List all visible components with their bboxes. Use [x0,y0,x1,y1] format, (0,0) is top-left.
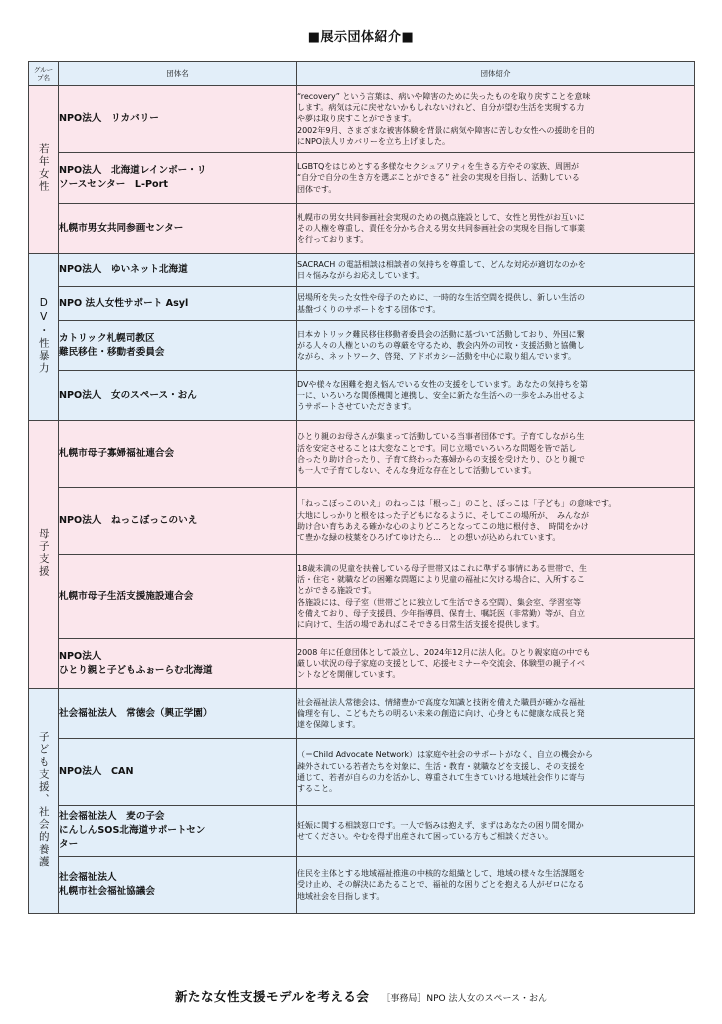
organization-name-cell [59,739,297,806]
organization-description-line: にNPO法人リカバリーを立ち上げました。 [297,136,451,146]
organization-name-line: 難民移住・移動者委員会 [59,346,165,358]
organization-name-line: 社会福祉法人 常徳会（興正学園） [59,707,213,719]
organization-name-line: NPO法人 ゆいネット北海道 [59,264,188,275]
organization-description-line: 札幌市の男女共同参画社会実現のための拠点施設として、女性と男性がお互いに [297,212,585,222]
organization-name-cell [59,371,297,421]
group-label: 母子支援 [37,528,50,578]
organization-description-line: 通じて、若者が自らの力を活かし、尊重されて生きていける地域社会作りに寄与 [297,773,585,782]
group-label: 子ども支援、社会的養護 [37,730,50,869]
organization-description-line: 居場所を失った女性や母子のために、一時的な生活空間を提供し、新しい生活の [297,293,585,303]
organization-description-line: を行っております。 [297,235,369,245]
organization-name-line: ひとり親と子どもふぉーらむ北海道 [59,664,213,676]
organization-description-line: 住民を主体とする地域福祉推進の中核的な組織として、地域の様々な生活課題を [297,869,585,879]
table-row [29,555,695,639]
organization-description-line: 助け合い育ちあえる確かな心のよりどころとなってこの地に根付き、 時間をかけ [297,522,589,531]
organization-description-line: も一人で子育てしない、そんな身近な存在として活動しています。 [297,466,537,476]
organization-description-line: 活・住宅・就職などの困難な問題により児童の福祉に欠ける場合に、入所するこ [297,574,585,584]
organization-name-line: 社会福祉法人 麦の子会 [59,811,165,822]
organization-description-line: 社会福祉法人常徳会は、情緒豊かで高度な知識と技術を備えた職員が確かな福祉 [297,697,585,707]
organization-name-cell [59,153,297,204]
group-label-cell [29,86,59,254]
organization-description-cell [297,204,695,254]
organization-name-line: NPO法人 女のスペース・おん [59,389,197,401]
name-column-header: 団体名 [59,62,297,86]
table-row [29,321,695,371]
table-header-row [29,62,695,86]
organization-description-line: します。病気は元に戻せないかもしれないけれど、自分が望む生活を実現する力 [297,103,585,113]
organization-description-line: 18歳未満の児童を扶養している母子世帯又はこれに準ずる事情にある世帯で、生 [297,563,588,573]
organization-description-line: ひとり親のお母さんが集まって活動している当事者団体です。子育てしながら生 [297,432,585,442]
organization-name-cell [59,86,297,153]
organization-name-cell [59,857,297,914]
organization-description-line: 活を安定させることは大変なことです。同じ立場でいろいろな問題を皆で話し [297,443,577,453]
organization-description-cell [297,639,695,689]
table-row [29,287,695,321]
organization-name-line: 札幌市社会福祉協議会 [59,886,155,897]
organization-description-cell [297,421,695,488]
organization-description-line: 大地にしっかりと根をはった子どもになるように、そしてこの場所が、 みんなが [297,510,589,520]
organization-description-line: 倫理を有し、こどもたちの明るい未来の創造に向け、心身ともに健康な成長と発 [297,708,585,718]
footer [0,986,722,1005]
organization-description-line: “recovery” という言葉は、病いや障害のために失ったものを取り戻すことを意味 [297,91,591,101]
table-row [29,204,695,254]
table-row [29,153,695,204]
organization-name-line: 札幌市母子生活支援施設連合会 [59,590,194,602]
organization-name-line: ター [59,839,79,850]
footer-office: ［事務局］NPO 法人女のスペース・おん [381,994,548,1004]
description-column-header: 団体紹介 [297,62,695,86]
organization-description-line: LGBTQをはじめとする多様なセクシュアリティを生きる方やその家族、周囲が [297,162,580,172]
footer-title: 新たな女性支援モデルを考える会 [174,989,370,1004]
organization-description-cell [297,857,695,914]
organization-name-cell [59,204,297,254]
organization-description-line: 団体です。 [297,184,337,194]
organization-description-cell [297,254,695,287]
organization-name-cell [59,287,297,321]
organization-description-line: 基盤づくりのサポートをする団体です。 [297,304,441,314]
organization-description-line: 受け止め、その解決にあたることで、福祉的な困りごとを抱える人がゼロになる [297,880,585,890]
organization-name-cell [59,321,297,371]
organization-name-line: ソースセンター L-Port [59,179,168,190]
organization-name-line: NPO法人 ねっこぼっこのいえ [59,515,198,526]
organization-description-line: を備えており、母子支援員、少年指導員、保育士、嘱託医（非常勤）等が、自立 [297,608,585,618]
organization-name-cell [59,639,297,689]
table-body [29,86,695,914]
organization-name-line: 札幌市男女共同参画センター [59,222,184,234]
organization-description-line: や夢は取り戻すことができます。 [297,114,417,124]
organization-name-line: NPO法人 リカバリー [59,113,159,124]
organization-description-line: ながら、ネットワーク、啓発、アドボカシー活動を中心に取り組んでいます。 [297,352,577,362]
organization-description-cell [297,806,695,857]
table-row [29,488,695,555]
table-row [29,806,695,857]
organization-description-line: て豊かな緑の枝葉をひろげてゆけたら… との想いが込められています。 [297,533,561,543]
group-label: DV・性暴力 [37,296,50,375]
organization-name-line: NPO法人 北海道レインボー・リ [59,165,207,176]
table-row [29,689,695,739]
organization-name-cell [59,689,297,739]
organization-description-cell [297,86,695,153]
organization-description-line: うサポートさせていただきます。 [297,402,417,412]
organization-description-line: 厳しい状況の母子家庭の支援として、応援セミナーや交流会、体験型の親子イベ [297,658,585,668]
organization-description-line: 2008 年に任意団体として設立し、2024年12月に法人化。ひとり親家庭の中でも [297,647,591,657]
organization-table [28,61,695,914]
table-row [29,857,695,914]
group-label-cell [29,421,59,689]
organization-description-line: とができる施設です。 [297,586,377,596]
organization-name-cell [59,254,297,287]
organization-name-line: NPO 法人女性サポート Asyl [59,297,189,309]
organization-description-line: 日本カトリック難民移住移動者委員会の活動に基づいて活動しており、外国に繋 [297,329,585,339]
organization-description-cell [297,153,695,204]
organization-name-line: NPO法人 [59,650,102,662]
organization-description-line: 達を保障します。 [297,720,361,730]
organization-description-line: すること。 [297,784,337,794]
organization-name-line: 社会福祉法人 [59,872,117,883]
organization-description-line: 2002年9月、さまざまな被害体験を背景に病気や障害に苦しむ女性への援助を目的 [297,125,595,135]
organization-description-line: その人権を尊重し、責任を分かち合える男女共同参画社会の実現を目指して事業 [297,223,585,233]
group-column-header [29,62,59,86]
group-header-line: プ名 [37,73,50,82]
table-row [29,639,695,689]
organization-description-line: に向けて、生活の場であればこそできる日常生活支援を提供します。 [297,620,545,630]
organization-name-line: にんしんSOS北海道サポートセン [59,825,206,836]
organization-description-line: SACRACH の電話相談は相談者の気持ちを尊重して、どんな対応が適切なのかを [297,259,586,269]
organization-name-line: カトリック札幌司教区 [59,332,155,344]
organization-name-cell [59,555,297,639]
organization-name-line: NPO法人 CAN [59,766,134,777]
organization-description-line: 「ねっこぼっこのいえ」のねっこは「根っこ」のこと、ぼっこは「子ども」の意味です。 [297,499,617,509]
organization-description-line: 合ったり助け合ったり、子育て終わった寡婦からの支援を受けたり、ひとり親で [297,455,585,464]
group-label-cell [29,254,59,421]
organization-description-cell [297,321,695,371]
organization-description-line: 地域社会を目指します。 [297,891,385,901]
organization-description-cell [297,488,695,555]
organization-description-line: （＝Child Advocate Network）は家庭や社会のサポートがなく、自立の機会から [297,750,593,760]
organization-name-cell [59,806,297,857]
organization-description-cell [297,739,695,806]
table-row [29,739,695,806]
table-row [29,371,695,421]
table-row [29,421,695,488]
organization-name-cell [59,488,297,555]
organization-description-line: 日々悩みながらお応えしています。 [297,271,425,280]
organization-description-cell [297,287,695,321]
organization-description-line: 一に、いろいろな関係機関と連携し、安全に新たな生活への一歩をふみ出せるよ [297,390,585,400]
organization-description-line: “自分で自分の生き方を選ぶことができる” 社会の実現を目指し、活動している [297,173,580,183]
page-title: ■展示団体紹介■ [307,30,415,45]
table-row [29,254,695,287]
organization-description-line: 疎外されている若者たちを対象に、生活・教育・就職などを支援し、その支援を [297,761,585,771]
organization-name-cell [59,421,297,488]
organization-name-line: 札幌市母子寡婦福祉連合会 [59,448,175,459]
table-row [29,86,695,153]
group-header-line: グルー [33,65,54,74]
organization-description-line: せてください。やむを得ず出産されて困っている方もご相談ください。 [297,832,553,841]
group-label: 若年女性 [37,143,50,193]
organization-description-line: 妊娠に関する相談窓口です。一人で悩みは抱えず、まずはあなたの困り間を聞か [297,820,584,830]
organization-description-line: がる人々の人権といのちの尊厳を守るため、教会内外の司牧・支援活動と協働し [297,340,585,350]
organization-description-line: DVや様々な困難を抱え悩んでいる女性の支援をしています。あなたの気持ちを第 [297,379,588,389]
organization-description-cell [297,555,695,639]
organization-description-line: 各施設には、母子室（世帯ごとに独立して生活できる空間）、集会室、学習室等 [297,597,581,607]
group-label-cell [29,689,59,914]
organization-description-line: ントなどを開催しています。 [297,670,401,680]
organization-description-cell [297,689,695,739]
organization-description-cell [297,371,695,421]
